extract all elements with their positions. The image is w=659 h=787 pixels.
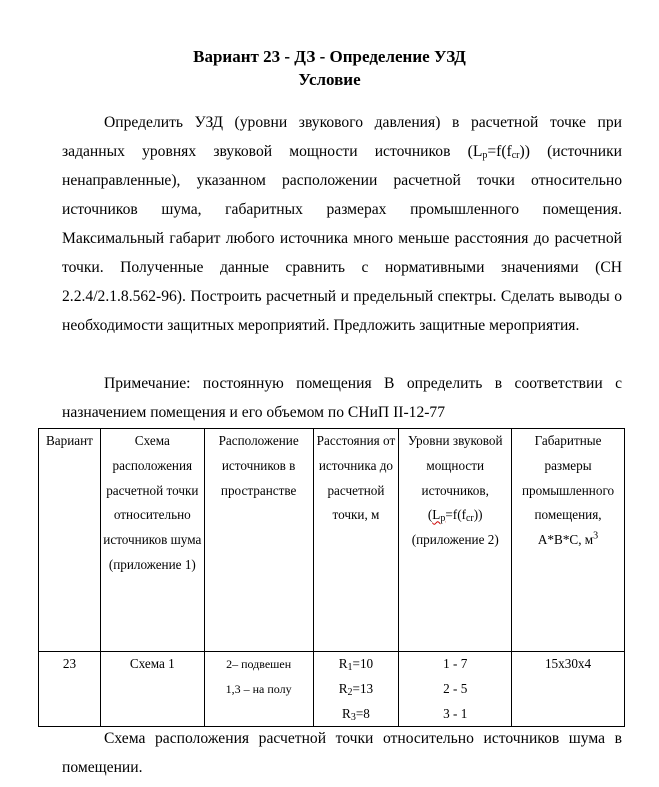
header-placement: Расположение источников в пространстве — [204, 429, 313, 652]
text: 1,3 – на полу — [225, 681, 292, 696]
text: L — [432, 507, 441, 523]
text: =f(f — [445, 507, 466, 523]
text: Уровни звуковой мощности источников, ( — [407, 433, 503, 523]
text: )) — [473, 507, 483, 523]
cell-scheme: Схема 1 — [100, 652, 204, 727]
subscript: 3 — [350, 711, 356, 723]
cell-levels — [399, 652, 512, 727]
section-heading: Условие — [298, 70, 361, 89]
text: (приложение 2) — [411, 532, 499, 548]
header-variant: Вариант — [39, 429, 101, 652]
text: 1 - 7 — [443, 656, 468, 671]
distance-item — [316, 702, 397, 727]
header-scheme: Схема расположения расчетной точки относительно источников шума (приложение 1) — [100, 429, 204, 652]
subscript: 2 — [347, 686, 353, 698]
header-dimensions — [512, 429, 625, 652]
variant-table — [38, 428, 625, 727]
text: R — [338, 656, 348, 671]
subscript: р — [440, 513, 446, 525]
header-distance: Расстояния от источника до расчетной точки, м — [313, 429, 399, 652]
distance-item — [316, 677, 397, 702]
subscript: p — [482, 150, 488, 161]
text: )) (источники ненаправленные), указанном расположении расчетной точки относительно источников шума, габаритных размерах промышленного помещения. Максимальный габарит любого источника много меньше расстояния до расчетной точки. Полученные данные сравнить с нормативными значениями (СН 2.2.4/2.1.8.562-96). Построить расчетный и предельный спектры. Сделать выводы о необходимости защитных мероприятий. Предложить защитные мероприятия. — [62, 143, 622, 334]
document-title: Вариант 23 - ДЗ - Определение УЗД — [193, 47, 466, 66]
header-levels — [399, 429, 512, 652]
table-row — [39, 652, 625, 727]
superscript: 3 — [593, 530, 599, 542]
text — [432, 507, 446, 525]
subscript: cr — [465, 513, 474, 525]
text: Определить УЗД (уровни звукового давления) в расчетной точке при заданных уровнях звуковой мощности источников (L — [62, 114, 622, 160]
footer-paragraph: Схема расположения расчетной точки относительно источников шума в помещении. — [62, 730, 622, 776]
table-header-row — [39, 429, 625, 652]
text: R — [342, 705, 351, 721]
text: =10 — [352, 656, 374, 671]
text: 3 - 1 — [443, 705, 468, 721]
text: 2– подвешен — [226, 657, 292, 671]
text: =13 — [352, 680, 374, 696]
text: =f(f — [487, 143, 512, 160]
note-paragraph: Примечание: постоянную помещения В определить в соответствии с назначением помещения и его объемом по СНиП II-12-77 — [62, 375, 622, 421]
cell-dimensions: 15х30х4 — [512, 652, 625, 727]
text: Габаритные размеры промышленного помещения, А*В*С, м — [521, 433, 615, 548]
distance-item — [316, 652, 397, 677]
subscript: cr — [511, 150, 520, 161]
condition-paragraph — [62, 108, 622, 340]
subscript: 1 — [347, 662, 353, 673]
cell-placement — [204, 652, 313, 727]
text: =8 — [355, 705, 370, 721]
text: 2 - 5 — [443, 680, 468, 696]
cell-variant: 23 — [39, 652, 101, 727]
text: R — [338, 680, 348, 696]
cell-distances — [313, 652, 399, 727]
